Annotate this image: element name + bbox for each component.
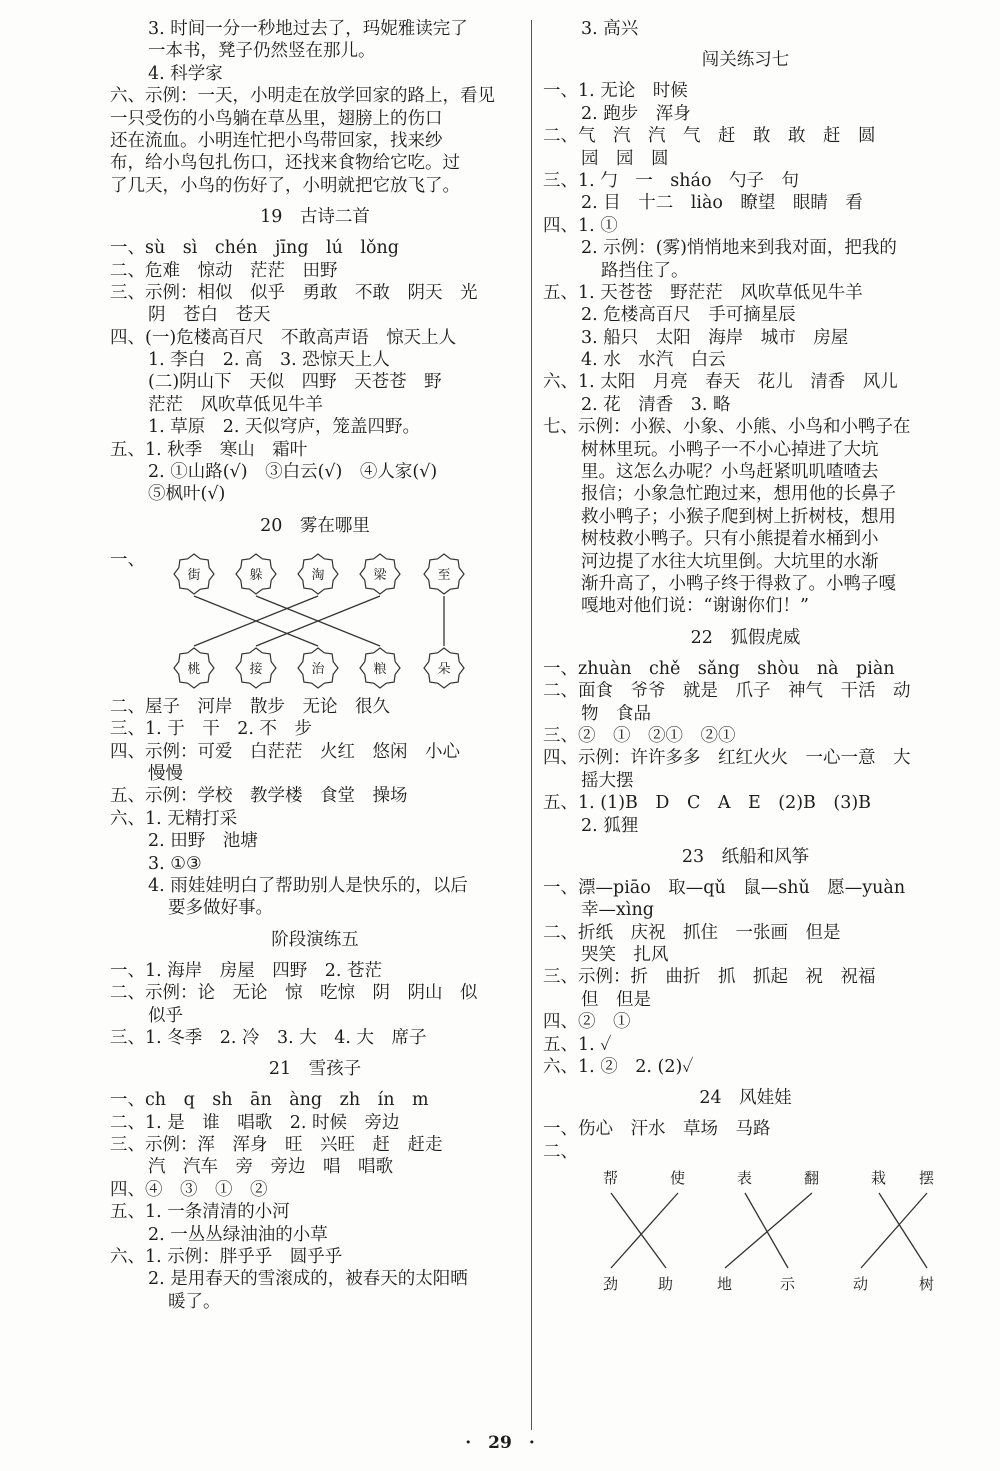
- answer-line: 2. ①山路(√) ③白云(√) ④人家(√): [148, 462, 438, 483]
- answer-line: 河边提了水往大坑里倒。大坑里的水渐: [581, 551, 879, 572]
- answer-line: 五、1. 一条清清的小河: [110, 1202, 290, 1223]
- answer-line: 2. 田野 池塘: [148, 831, 258, 852]
- matching-lines: [543, 1163, 948, 1303]
- answer-line: 五、1. 秋季 寒山 霜叶: [110, 439, 308, 460]
- section-title: 阶段演练五: [271, 929, 359, 950]
- answer-line: 三、1. 于 干 2. 不 步: [110, 719, 313, 740]
- answer-line: 慢慢: [148, 763, 183, 784]
- answer-line: 二、面食 爷爷 就是 爪子 神气 干活 动: [543, 681, 911, 702]
- answer-line: 阴 苍白 苍天: [148, 305, 271, 326]
- answer-line: 六、1. 无精打采: [110, 808, 238, 829]
- answer-line: 4. 雨娃娃明白了帮助别人是快乐的，以后: [148, 875, 468, 896]
- answer-line: 物 食品: [581, 703, 651, 724]
- answer-line: 一、sù sì chén jīng lú lǒng: [110, 238, 399, 259]
- answer-line: 茫茫 风吹草低见牛羊: [148, 394, 323, 415]
- octagon-char: 朵: [437, 662, 451, 678]
- answer-line: 园 园 圆: [581, 148, 669, 169]
- answer-line: 树林里玩。小鸭子一不小心掉进了大坑: [581, 439, 879, 460]
- column-divider: [531, 20, 532, 1430]
- octagon-char: 至: [437, 568, 451, 584]
- match-top-char-3: 翻: [804, 1169, 820, 1188]
- match-top-char-1: 使: [670, 1169, 686, 1188]
- answer-line: 二、屋子 河岸 散步 无论 很久: [110, 696, 390, 717]
- answer-line: 报信；小象急忙跑过来，想用他的长鼻子: [581, 484, 896, 505]
- matching-diagram-octagons: [110, 546, 520, 696]
- section-title: 24 风娃娃: [699, 1088, 792, 1109]
- diagram-question-label: 一、: [110, 549, 145, 570]
- octagon-char: 躲: [249, 568, 263, 584]
- answer-line: 1. 草原 2. 天似穹庐，笼盖四野。: [148, 417, 421, 438]
- matching-line-0: [611, 1193, 666, 1268]
- answer-line: 2. 危楼高百尺 手可摘星辰: [581, 305, 796, 326]
- answer-line: 六、示例：一天，小明走在放学回家的路上，看见: [110, 86, 495, 107]
- octagon-char: 淘: [311, 568, 325, 584]
- section-title: 20 雾在哪里: [260, 515, 370, 536]
- answer-line: 4. 科学家: [148, 63, 223, 84]
- left-column: [110, 18, 520, 1313]
- octagon-char: 接: [249, 662, 263, 678]
- answer-line: 2. 狐狸: [581, 815, 639, 836]
- match-bottom-char-5: 树: [919, 1275, 935, 1294]
- match-bottom-char-4: 动: [853, 1275, 869, 1294]
- answer-line: 四、示例：可爱 白茫茫 火红 悠闲 小心: [110, 741, 460, 762]
- answer-line: 三、1. 冬季 2. 冷 3. 大 4. 大 席子: [110, 1027, 427, 1048]
- octagon-char: 桃: [187, 662, 201, 678]
- answer-line: 2. 是用春天的雪滚成的，被春天的太阳晒: [148, 1269, 468, 1290]
- section-title: 22 狐假虎威: [690, 627, 801, 648]
- octagon-char: 街: [187, 568, 201, 584]
- answer-line: 嘎地对他们说：“谢谢你们！”: [581, 596, 809, 617]
- answer-line: 1. 李白 2. 高 3. 恐惊天上人: [148, 350, 390, 371]
- answer-line: ⑤枫叶(√): [148, 484, 226, 505]
- answer-line: 2. 示例：(雾)悄悄地来到我对面，把我的: [581, 238, 897, 259]
- answer-line: 暖了。: [168, 1291, 221, 1312]
- answer-line: 汽 汽车 旁 旁边 唱 唱歌: [148, 1157, 393, 1178]
- answer-line: 要多做好事。: [168, 898, 273, 919]
- section-title: 23 纸船和风筝: [681, 846, 810, 867]
- answer-line: 路挡住了。: [601, 260, 689, 281]
- answer-line: 四、1. ①: [543, 215, 618, 236]
- answer-line: 四、② ①: [543, 1012, 631, 1033]
- answer-line: 六、1. ② 2. (2)✓: [543, 1057, 694, 1078]
- answer-line: (二)阴山下 天似 四野 天苍苍 野: [148, 372, 442, 393]
- answer-line: 三、示例：折 曲折 抓 抓起 祝 祝福: [543, 967, 876, 988]
- answer-line: 四、④ ③ ① ②: [110, 1179, 268, 1200]
- right-column: [543, 18, 948, 1303]
- answer-line: 六、1. 太阳 月亮 春天 花儿 清香 风儿: [543, 372, 898, 393]
- answer-line: 里。这怎么办呢？小鸟赶紧叽叽喳喳去: [581, 462, 879, 483]
- answer-line: 一本书，凳子仍然竖在那儿。: [148, 41, 376, 62]
- match-bottom-char-1: 助: [658, 1275, 674, 1294]
- matching-line-1: [611, 1193, 678, 1268]
- matching-line-4: [879, 1193, 927, 1268]
- answer-line: 二、1. 是 谁 唱歌 2. 时候 旁边: [110, 1112, 400, 1133]
- match-bottom-char-0: 劲: [603, 1275, 619, 1294]
- match-top-char-2: 表: [737, 1169, 753, 1188]
- answer-line: 了几天，小鸟的伤好了，小明就把它放飞了。: [110, 175, 460, 196]
- answer-line: 一只受伤的小鸟躺在草丛里，翅膀上的伤口: [110, 108, 443, 129]
- answer-line: 三、1. 勹 一 sháo 勺子 句: [543, 170, 799, 191]
- answer-line: 布，给小鸟包扎伤口，还找来食物给它吃。过: [110, 153, 460, 174]
- answer-line: 渐升高了，小鸭子终于得救了。小鸭子嘎: [581, 573, 896, 594]
- answer-line: 三、示例：相似 似乎 勇敢 不敢 阴天 光: [110, 282, 478, 303]
- match-top-char-0: 帮: [603, 1169, 619, 1188]
- answer-line: 五、1. ✓: [543, 1034, 612, 1055]
- answer-line: 但 但是: [581, 989, 651, 1010]
- answer-line: 3. 船只 太阳 海岸 城市 房屋: [581, 327, 849, 348]
- answer-line: 3. 时间一分一秒地过去了，玛妮雅读完了: [148, 19, 468, 39]
- answer-line: 二、示例：论 无论 惊 吃惊 阴 阴山 似: [110, 983, 478, 1004]
- answer-line: 救小鸭子；小猴子爬到树上折树枝，想用: [581, 506, 896, 527]
- answer-line: 二、: [543, 1141, 578, 1162]
- answer-line: 4. 水 水汽 白云: [581, 350, 726, 371]
- match-top-char-4: 栽: [871, 1169, 887, 1188]
- page-number: · 29 ·: [465, 1433, 535, 1453]
- match-top-char-5: 摆: [919, 1169, 935, 1188]
- answer-line: 六、1. 示例：胖乎乎 圆乎乎: [110, 1247, 343, 1268]
- matching-diagram-characters: [543, 1163, 948, 1303]
- answer-line: 四、示例：许许多多 红红火火 一心一意 大: [543, 748, 911, 769]
- answer-line: 七、示例：小猴、小象、小熊、小鸟和小鸭子在: [543, 417, 911, 438]
- answer-line: 幸—xìng: [581, 900, 654, 921]
- answer-line: 还在流血。小明连忙把小鸟带回家，找来纱: [110, 130, 443, 151]
- section-title: 闯关练习七: [701, 50, 790, 71]
- answer-line: 2. 一丛丛绿油油的小草: [148, 1224, 328, 1245]
- answer-line: 一、ch q sh ān àng zh ín m: [110, 1090, 429, 1111]
- matching-line-2: [745, 1193, 788, 1268]
- octagon-char: 梁: [373, 568, 387, 584]
- section-title: 19 古诗二首: [260, 207, 370, 228]
- answer-line: 3. 高兴: [581, 19, 639, 39]
- answer-line: 二、危难 惊动 茫茫 田野: [110, 260, 338, 281]
- answer-line: 树枝救小鸭子。只有小熊提着水桶到小: [581, 529, 879, 550]
- answer-line: 似乎: [148, 1005, 183, 1026]
- match-bottom-char-2: 地: [717, 1275, 733, 1294]
- answer-line: 二、气 汽 汽 气 赶 敢 敢 赶 圆: [543, 126, 876, 147]
- answer-line: 一、1. 海岸 房屋 四野 2. 苍茫: [110, 960, 383, 981]
- answer-line: 四、(一)危楼高百尺 不敢高声语 惊天上人: [110, 327, 457, 348]
- match-bottom-char-3: 示: [780, 1275, 796, 1294]
- answer-line: 五、1. (1)B D C A E (2)B (3)B: [543, 793, 872, 814]
- answer-line: 哭笑 扎风: [581, 945, 669, 966]
- matching-line-5: [861, 1193, 927, 1268]
- answer-line: 一、1. 无论 时候: [543, 81, 688, 102]
- answer-line: 摇大摆: [581, 770, 634, 791]
- section-title: 21 雪孩子: [268, 1059, 362, 1080]
- octagon-char: 粮: [373, 662, 387, 678]
- answer-line: 三、示例：浑 浑身 旺 兴旺 赶 赶走: [110, 1135, 443, 1156]
- octagon-char: 治: [311, 662, 325, 678]
- answer-line: 2. 花 清香 3. 略: [581, 394, 731, 415]
- answer-line: 二、折纸 庆祝 抓住 一张画 但是: [543, 922, 841, 943]
- answer-line: 三、② ① ②① ②①: [543, 725, 736, 746]
- matching-line-3: [725, 1193, 812, 1268]
- answer-line: 一、伤心 汗水 草场 马路: [543, 1119, 771, 1140]
- answer-line: 3. ①③: [148, 853, 202, 874]
- answer-line: 2. 目 十二 liào 瞭望 眼睛 看: [581, 193, 863, 214]
- answer-line: 五、1. 天苍苍 野茫茫 风吹草低见牛羊: [543, 282, 863, 303]
- answer-line: 一、zhuàn chě sǎng shòu nà piàn: [543, 658, 895, 679]
- answer-line: 2. 跑步 浑身: [581, 103, 691, 124]
- answer-line: 五、示例：学校 教学楼 食堂 操场: [110, 786, 408, 807]
- answer-line: 一、漂—piāo 取—qǔ 鼠—shǔ 愿—yuàn: [543, 877, 906, 898]
